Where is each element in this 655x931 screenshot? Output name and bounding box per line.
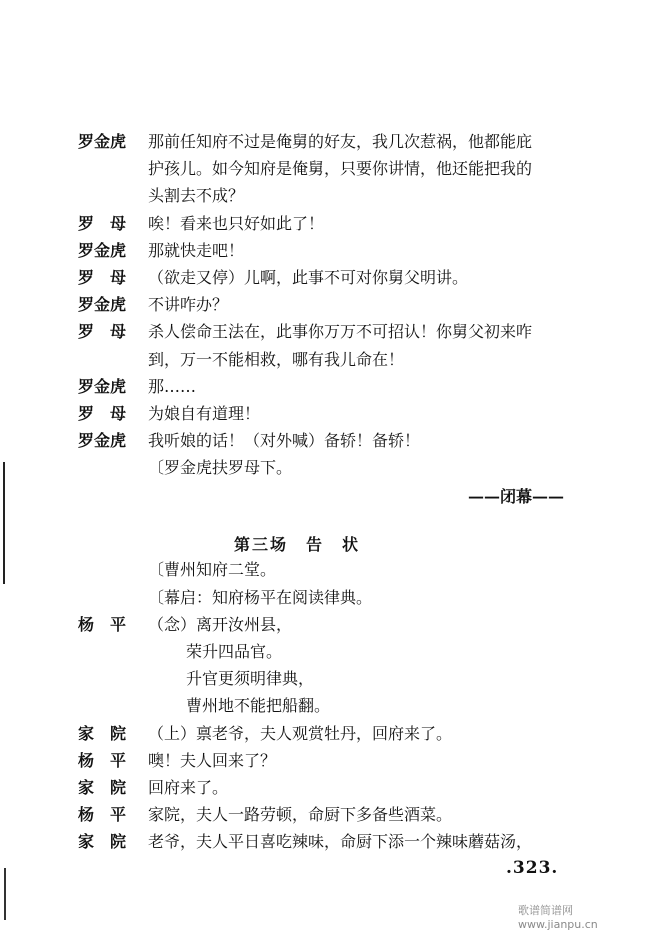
speaker-label: 罗 母 [78,404,127,423]
speaker-label: 罗金虎 [78,377,127,396]
speaker-label: 罗 母 [78,214,127,233]
stage-direction: 〔幕启：知府杨平在阅读律典。 [148,588,373,607]
speaker-label: 罗金虎 [78,431,127,450]
speaker-label: 罗金虎 [78,295,127,314]
scene-heading: 第三场 告 状 [234,535,361,554]
dialogue-line: 那…… [148,377,197,396]
dialogue-line: 我听娘的话！（对外喊）备轿！备轿！ [148,431,421,450]
scan-edge-mark [3,462,5,584]
verse-line: 荣升四品官。 [186,642,283,661]
dialogue-line: （上）禀老爷，夫人观赏牡丹，回府来了。 [148,724,453,743]
speaker-label: 罗金虎 [78,241,127,260]
dialogue-line: 不讲咋办？ [148,295,229,314]
dialogue-line: （念）离开汝州县， [148,615,293,634]
scan-edge-mark [4,868,6,920]
dialogue-line: 家院，夫人一路劳顿，命厨下多备些酒菜。 [148,805,453,824]
page-number: .323. [506,858,559,878]
stage-direction: 〔曹州知府二堂。 [148,560,277,579]
dialogue-line: 那前任知府不过是俺舅的好友，我几次惹祸，他都能庇 [148,132,533,151]
stage-direction: 〔罗金虎扶罗母下。 [148,458,293,477]
verse-line: 曹州地不能把船翻。 [186,696,331,715]
speaker-label: 罗 母 [78,322,127,341]
speaker-label: 家 院 [78,832,127,851]
speaker-label: 家 院 [78,724,127,743]
dialogue-line: 回府来了。 [148,778,229,797]
speaker-label: 罗 母 [78,268,127,287]
watermark-text: 歌谱简谱网 www.jianpu.cn [518,904,598,931]
dialogue-line: 那就快走吧！ [148,241,245,260]
dialogue-line: （欲走又停）儿啊，此事不可对你舅父明讲。 [148,268,469,287]
speaker-label: 杨 平 [78,805,127,824]
speaker-label: 罗金虎 [78,132,127,151]
dialogue-line: 老爷，夫人平日喜吃辣味，命厨下添一个辣味蘑菇汤， [148,832,533,851]
verse-line: 升官更须明律典， [186,669,315,688]
dialogue-line: 到，万一不能相救，哪有我儿命在！ [148,350,405,369]
dialogue-line: 噢！夫人回来了？ [148,751,277,770]
speaker-label: 杨 平 [78,615,127,634]
dialogue-line: 杀人偿命王法在，此事你万万不可招认！你舅父初来咋 [148,322,533,341]
curtain-marker: ——闭幕—— [468,487,565,506]
dialogue-line: 唉！看来也只好如此了！ [148,214,325,233]
dialogue-line: 为娘自有道理！ [148,404,261,423]
speaker-label: 杨 平 [78,751,127,770]
speaker-label: 家 院 [78,778,127,797]
dialogue-line: 头割去不成？ [148,186,245,205]
dialogue-line: 护孩儿。如今知府是俺舅，只要你讲情，他还能把我的 [148,159,533,178]
